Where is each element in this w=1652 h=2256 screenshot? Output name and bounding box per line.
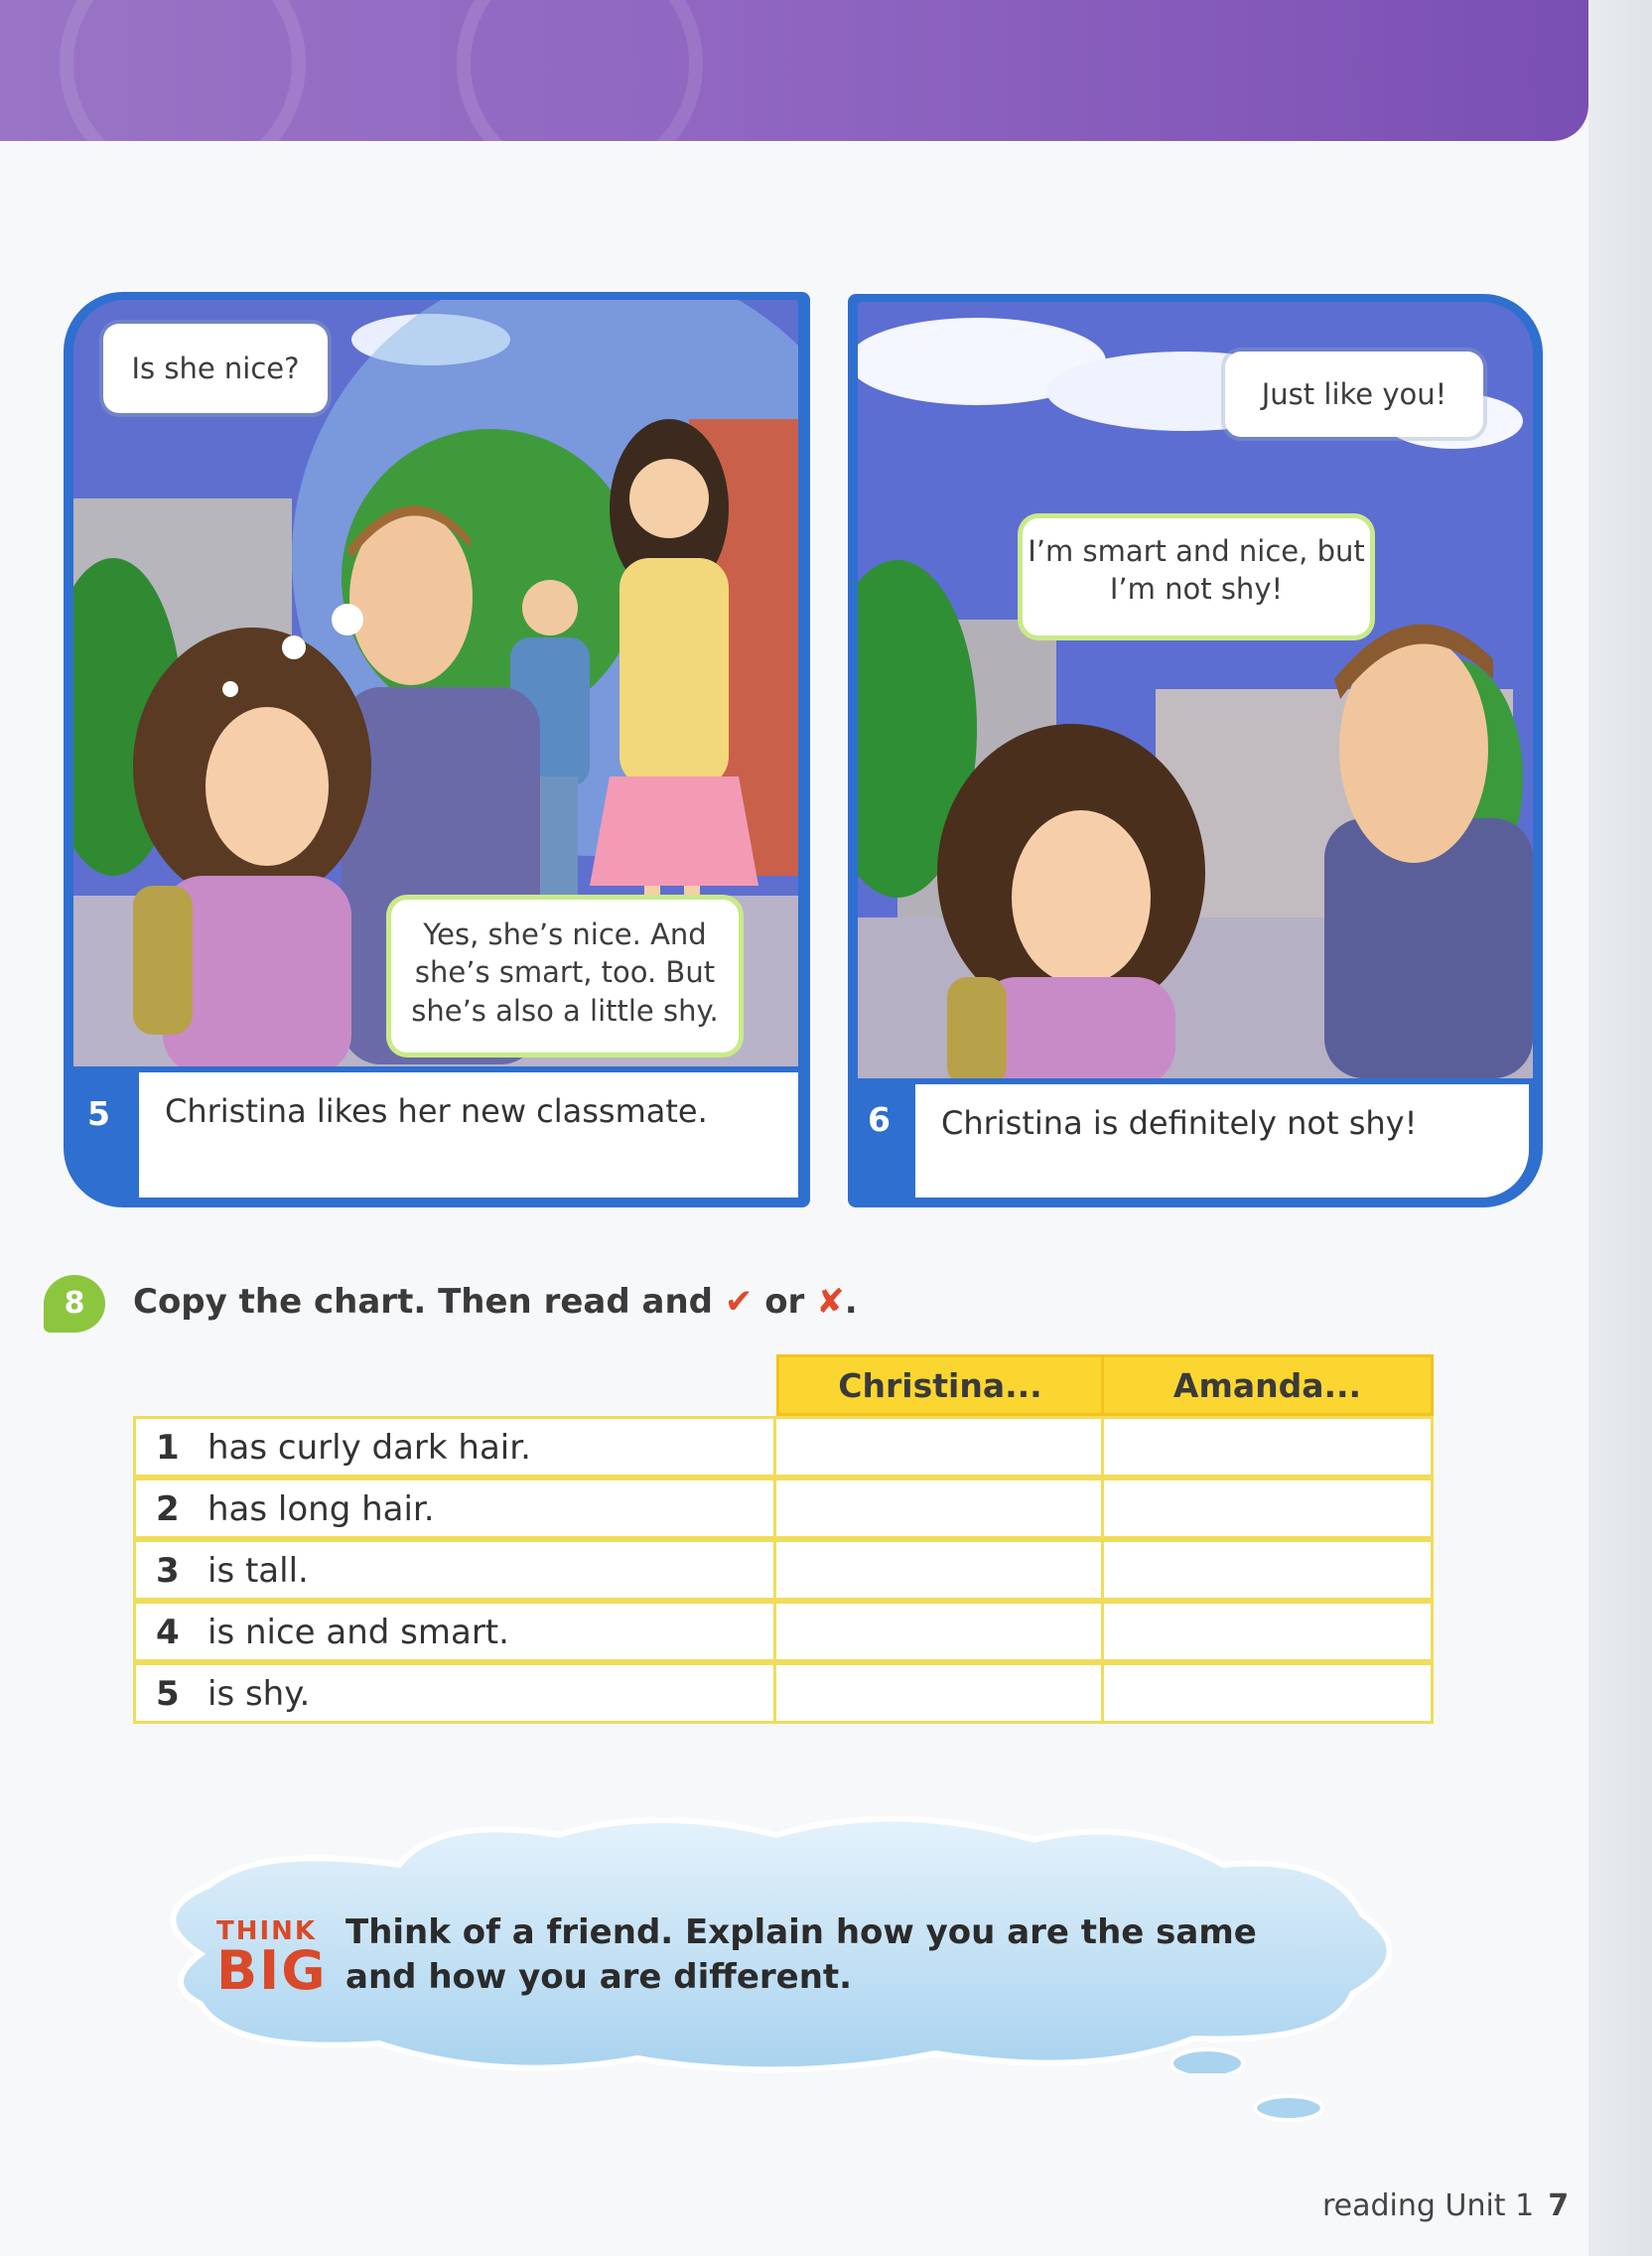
speech-bubble <box>391 900 739 1053</box>
chart-answer-cell[interactable] <box>1101 1478 1434 1539</box>
chart-row-label <box>133 1478 776 1539</box>
row-number: 2 <box>156 1489 180 1529</box>
speech-bubble-text: Is she nice? <box>131 352 300 385</box>
cross-mark-icon: ✘ <box>816 1282 845 1322</box>
chart-answer-cell[interactable] <box>1101 1601 1434 1662</box>
comic-panel-5 <box>64 292 810 1207</box>
chart-answer-cell[interactable] <box>773 1539 1104 1601</box>
chart-row <box>133 1662 1434 1724</box>
speech-bubble-text: Yes, she’s nice. And she’s smart, too. But she’s also a little shy. <box>411 917 719 1028</box>
chart-answer-cell[interactable] <box>1101 1416 1434 1478</box>
instruction-text: Copy the chart. Then read and <box>133 1282 714 1322</box>
row-number: 5 <box>156 1674 180 1714</box>
speech-bubble-text: Just like you! <box>1261 377 1447 411</box>
think-big-word-big: BIG <box>216 1939 328 2002</box>
panel-caption-box <box>139 1072 798 1198</box>
chart-answer-cell[interactable] <box>773 1416 1104 1478</box>
page-edge <box>1588 0 1652 2256</box>
chart-row-label <box>133 1416 776 1478</box>
row-number: 4 <box>156 1613 180 1652</box>
chart-row-label <box>133 1601 776 1662</box>
footer-section: reading Unit 1 <box>1322 2188 1535 2223</box>
think-big-word-think: THINK <box>216 1916 318 1946</box>
speech-bubble-text: I’m smart and nice, but I’m not shy! <box>1028 534 1365 607</box>
chart-answer-cell[interactable] <box>1101 1662 1434 1724</box>
comic-panel-6 <box>848 294 1543 1207</box>
page-footer <box>1322 2188 1569 2223</box>
chart-row-label <box>133 1662 776 1724</box>
speech-bubble <box>103 324 328 413</box>
chart-column-header: Amanda... <box>1101 1354 1434 1416</box>
page-number: 7 <box>1548 2188 1570 2223</box>
row-number: 1 <box>156 1428 180 1468</box>
check-mark-icon: ✔ <box>724 1282 754 1322</box>
panel-number: 5 <box>87 1094 110 1133</box>
panel-caption: Christina is definitely not shy! <box>941 1104 1418 1142</box>
instruction-or: or <box>764 1282 805 1322</box>
chart-answer-cell[interactable] <box>773 1662 1104 1724</box>
chart-column-header: Christina... <box>776 1354 1104 1416</box>
think-big-logo <box>216 1916 328 2002</box>
chart-row-label <box>133 1539 776 1601</box>
chart-row <box>133 1539 1434 1601</box>
speech-bubble <box>1225 352 1483 437</box>
panel-number: 6 <box>868 1100 891 1139</box>
think-big-prompt: Think of a friend. Explain how you are the same and how you are different. <box>345 1912 1257 1997</box>
chart-row <box>133 1416 1434 1478</box>
top-banner <box>0 0 1588 141</box>
row-number: 3 <box>156 1551 180 1591</box>
activity-number-badge: 8 <box>44 1275 105 1333</box>
chart-row <box>133 1601 1434 1662</box>
chart-answer-cell[interactable] <box>1101 1539 1434 1601</box>
chart-answer-cell[interactable] <box>773 1478 1104 1539</box>
chart-row <box>133 1478 1434 1539</box>
panel-caption-box <box>915 1084 1529 1198</box>
row-text: is tall. <box>207 1551 309 1591</box>
row-text: has long hair. <box>207 1489 435 1529</box>
chart-answer-cell[interactable] <box>773 1601 1104 1662</box>
row-text: is shy. <box>207 1674 311 1714</box>
cloud-trail-dot <box>1249 2091 1328 2125</box>
activity-instruction <box>133 1282 858 1322</box>
row-text: is nice and smart. <box>207 1613 509 1652</box>
instruction-period: . <box>844 1282 858 1322</box>
row-text: has curly dark hair. <box>207 1428 531 1468</box>
speech-bubble <box>1023 518 1370 635</box>
panel-caption: Christina likes her new classmate. <box>165 1092 708 1130</box>
